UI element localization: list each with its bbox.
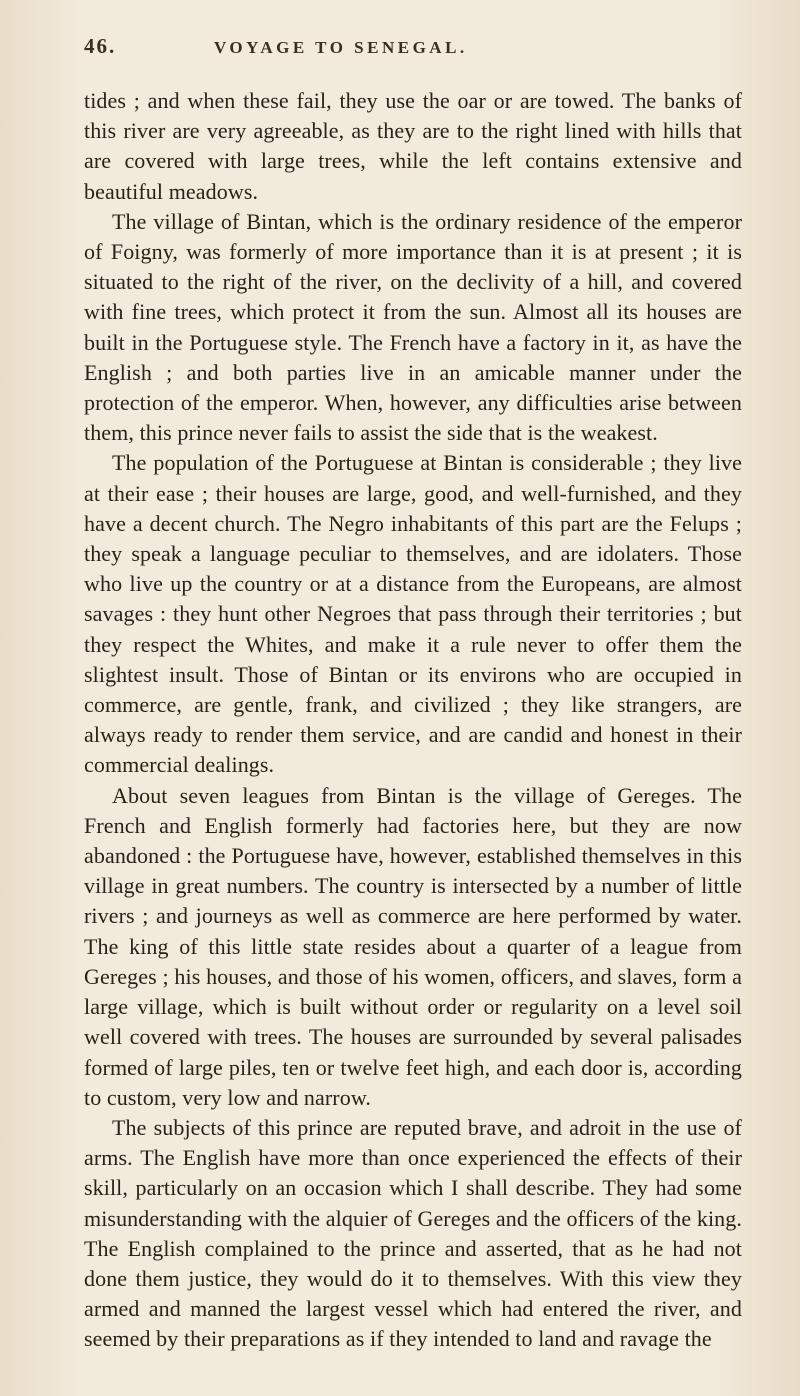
running-head xyxy=(84,34,742,74)
paragraph-subjects: The subjects of this prince are reputed brave, and adroit in the use of arms. The English have more than once experienced the effects of their skill, particularly on an occasion which I shall describe. They had some misunderstanding with the alquier of Gereges and the officers of the king. The English complained to the prince and asserted, that as he had not done them justice, they would do it to themselves. With this view they armed and manned the largest vessel which had entered the river, and seemed by their preparations as if they intended to land and ravage the xyxy=(84,1114,742,1352)
page-number: 46. xyxy=(84,34,117,58)
paragraph-continuation: tides ; and when these fail, they use the oar or are towed. The banks of this river are very agreeable, as they are to the right lined with hills that are covered with large trees, while the left contains extensive and beautiful meadows. xyxy=(84,88,742,204)
paragraph-bintan: The village of Bintan, which is the ordinary residence of the emperor of Foigny, was formerly of more importance than it is at present ; it is situated to the right of the river, on the declivity of a hill, and covered with fine trees, which protect it from the sun. Almost all its houses are built in the Portuguese style. The French have a factory in it, as have the English ; and both parties live in an amicable manner under the protection of the emperor. When, however, any difficulties arise between them, this prince never fails to assist the side that is the weakest. xyxy=(84,208,742,446)
running-title: VOYAGE TO SENEGAL. xyxy=(214,38,468,57)
body-text xyxy=(84,86,742,1355)
paragraph-population: The population of the Portuguese at Bintan is considerable ; they live at their ease ; their houses are large, good, and well-furnished, and they have a decent church. The Negro inhabitants of this part are the Felups ; they speak a language peculiar to themselves, and are idolaters. Those who live up the country or at a distance from the Europeans, are almost savages : they hunt other Negroes that pass through their territories ; but they respect the Whites, and make it a rule never to offer them the slightest insult. Those of Bintan or its environs who are occupied in commerce, are gentle, frank, and civilized ; they like strangers, are always ready to render them service, and are candid and honest in their commercial dealings. xyxy=(84,450,742,778)
paragraph-gereges: About seven leagues from Bintan is the village of Gereges. The French and English formerly had factories here, but they are now abandoned : the Portuguese have, however, established themselves in this village in great numbers. The country is intersected by a number of little rivers ; and journeys as well as commerce are here performed by water. The king of this little state resides about a quarter of a league from Gereges ; his houses, and those of his women, officers, and slaves, form a large village, which is built without order or regularity on a level soil well covered with trees. The houses are surrounded by several palisades formed of large piles, ten or twelve feet high, and each door is, according to custom, very low and narrow. xyxy=(84,782,742,1110)
